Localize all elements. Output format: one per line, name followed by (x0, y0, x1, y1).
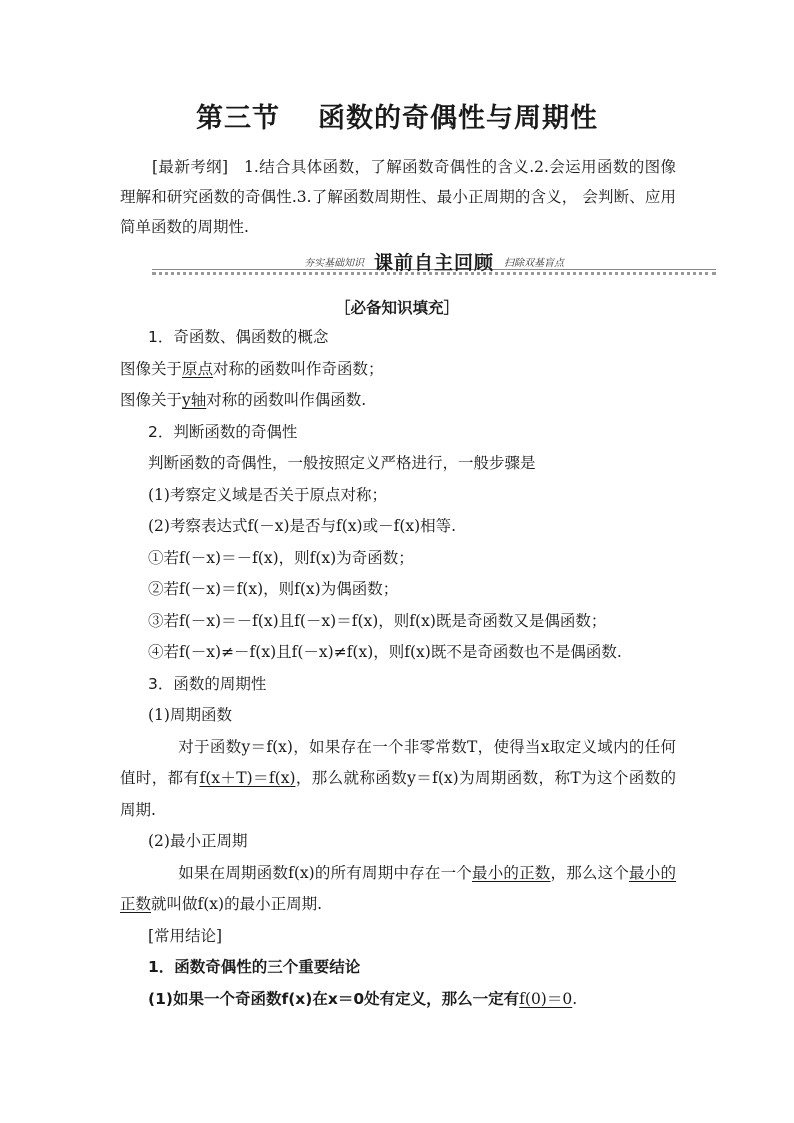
title-section-number: 第三节 (196, 103, 280, 134)
text-line: (1)考察定义域是否关于原点对称； (148, 485, 387, 504)
text-line: ③若f(－x)＝－f(x)且f(－x)＝f(x)，则f(x)既是奇函数又是偶函数； (148, 611, 607, 630)
text-line: (2)考察表达式f(－x)是否与f(x)或－f(x)相等. (148, 517, 457, 535)
text-line: ②若f(－x)＝f(x)，则f(x)为偶函数； (148, 580, 399, 598)
blank-answer: f(x＋T)＝f(x) (199, 769, 296, 787)
blank-answer: y轴 (182, 391, 207, 409)
heading-3: 3．函数的周期性 (148, 674, 267, 693)
text-line: (1)如果一个奇函数f(x)在x＝0处有定义，那么一定有f(0)＝0. (148, 989, 578, 1008)
text-line: 判断函数的奇偶性，一般按照定义严格进行，一般步骤是 (148, 454, 536, 472)
blank-answer: 原点 (182, 359, 214, 378)
text-line: 图像关于原点对称的函数叫作奇函数； (120, 359, 384, 378)
title-topic: 函数的奇偶性与周期性 (318, 103, 598, 134)
banner-right-text: 扫除双基盲点 (504, 258, 564, 269)
blank-answer: 最小的正数 (120, 863, 676, 913)
heading-2: 2．判断函数的奇偶性 (148, 422, 298, 441)
exam-outline (120, 152, 676, 242)
banner-left-text: 夯实基础知识 (303, 258, 364, 269)
page-title (0, 96, 794, 135)
text-line: 图像关于y轴对称的函数叫作偶函数. (120, 391, 367, 409)
heading-1: 1．奇函数、偶函数的概念 (148, 328, 329, 346)
section-heading: ［必备知识填充］ (334, 299, 459, 317)
blank-answer: f(0)＝0 (519, 989, 573, 1008)
banner-title: 课前自主回顾 (373, 252, 494, 274)
body-text (120, 322, 676, 1015)
exam-outline-label: [最新考纲] (152, 158, 229, 176)
text-line: (2)最小正周期 (148, 832, 248, 850)
text-line: [常用结论] (148, 926, 223, 945)
section-banner (152, 248, 716, 278)
heading-4: 1．函数奇偶性的三个重要结论 (148, 958, 361, 976)
blank-answer: 最小的正数 (471, 863, 551, 882)
text-line: (1)周期函数 (148, 706, 232, 724)
paragraph: 如果在周期函数f(x)的所有周期中存在一个最小的正数，那么这个最小的正数就叫做f(x)的最小正周期. (120, 863, 676, 913)
text-line: ①若f(－x)＝－f(x)，则f(x)为奇函数； (148, 548, 414, 567)
paragraph: 对于函数y＝f(x)，如果存在一个非零常数T，使得当x取定义域内的任何值时，都有f(x＋T)＝f(x)，那么就称函数y＝f(x)为周期函数，称T为这个函数的周期. (120, 737, 676, 819)
exam-outline-text: 1.结合具体函数，了解函数奇偶性的含义.2.会运用函数的图像理解和研究函数的奇偶性.3.了解函数周期性、最小正周期的含义， 会判断、应用简单函数的周期性. (120, 158, 676, 236)
text-line: ④若f(－x)≠－f(x)且f(－x)≠f(x)，则f(x)既不是奇函数也不是偶函数. (148, 643, 622, 661)
